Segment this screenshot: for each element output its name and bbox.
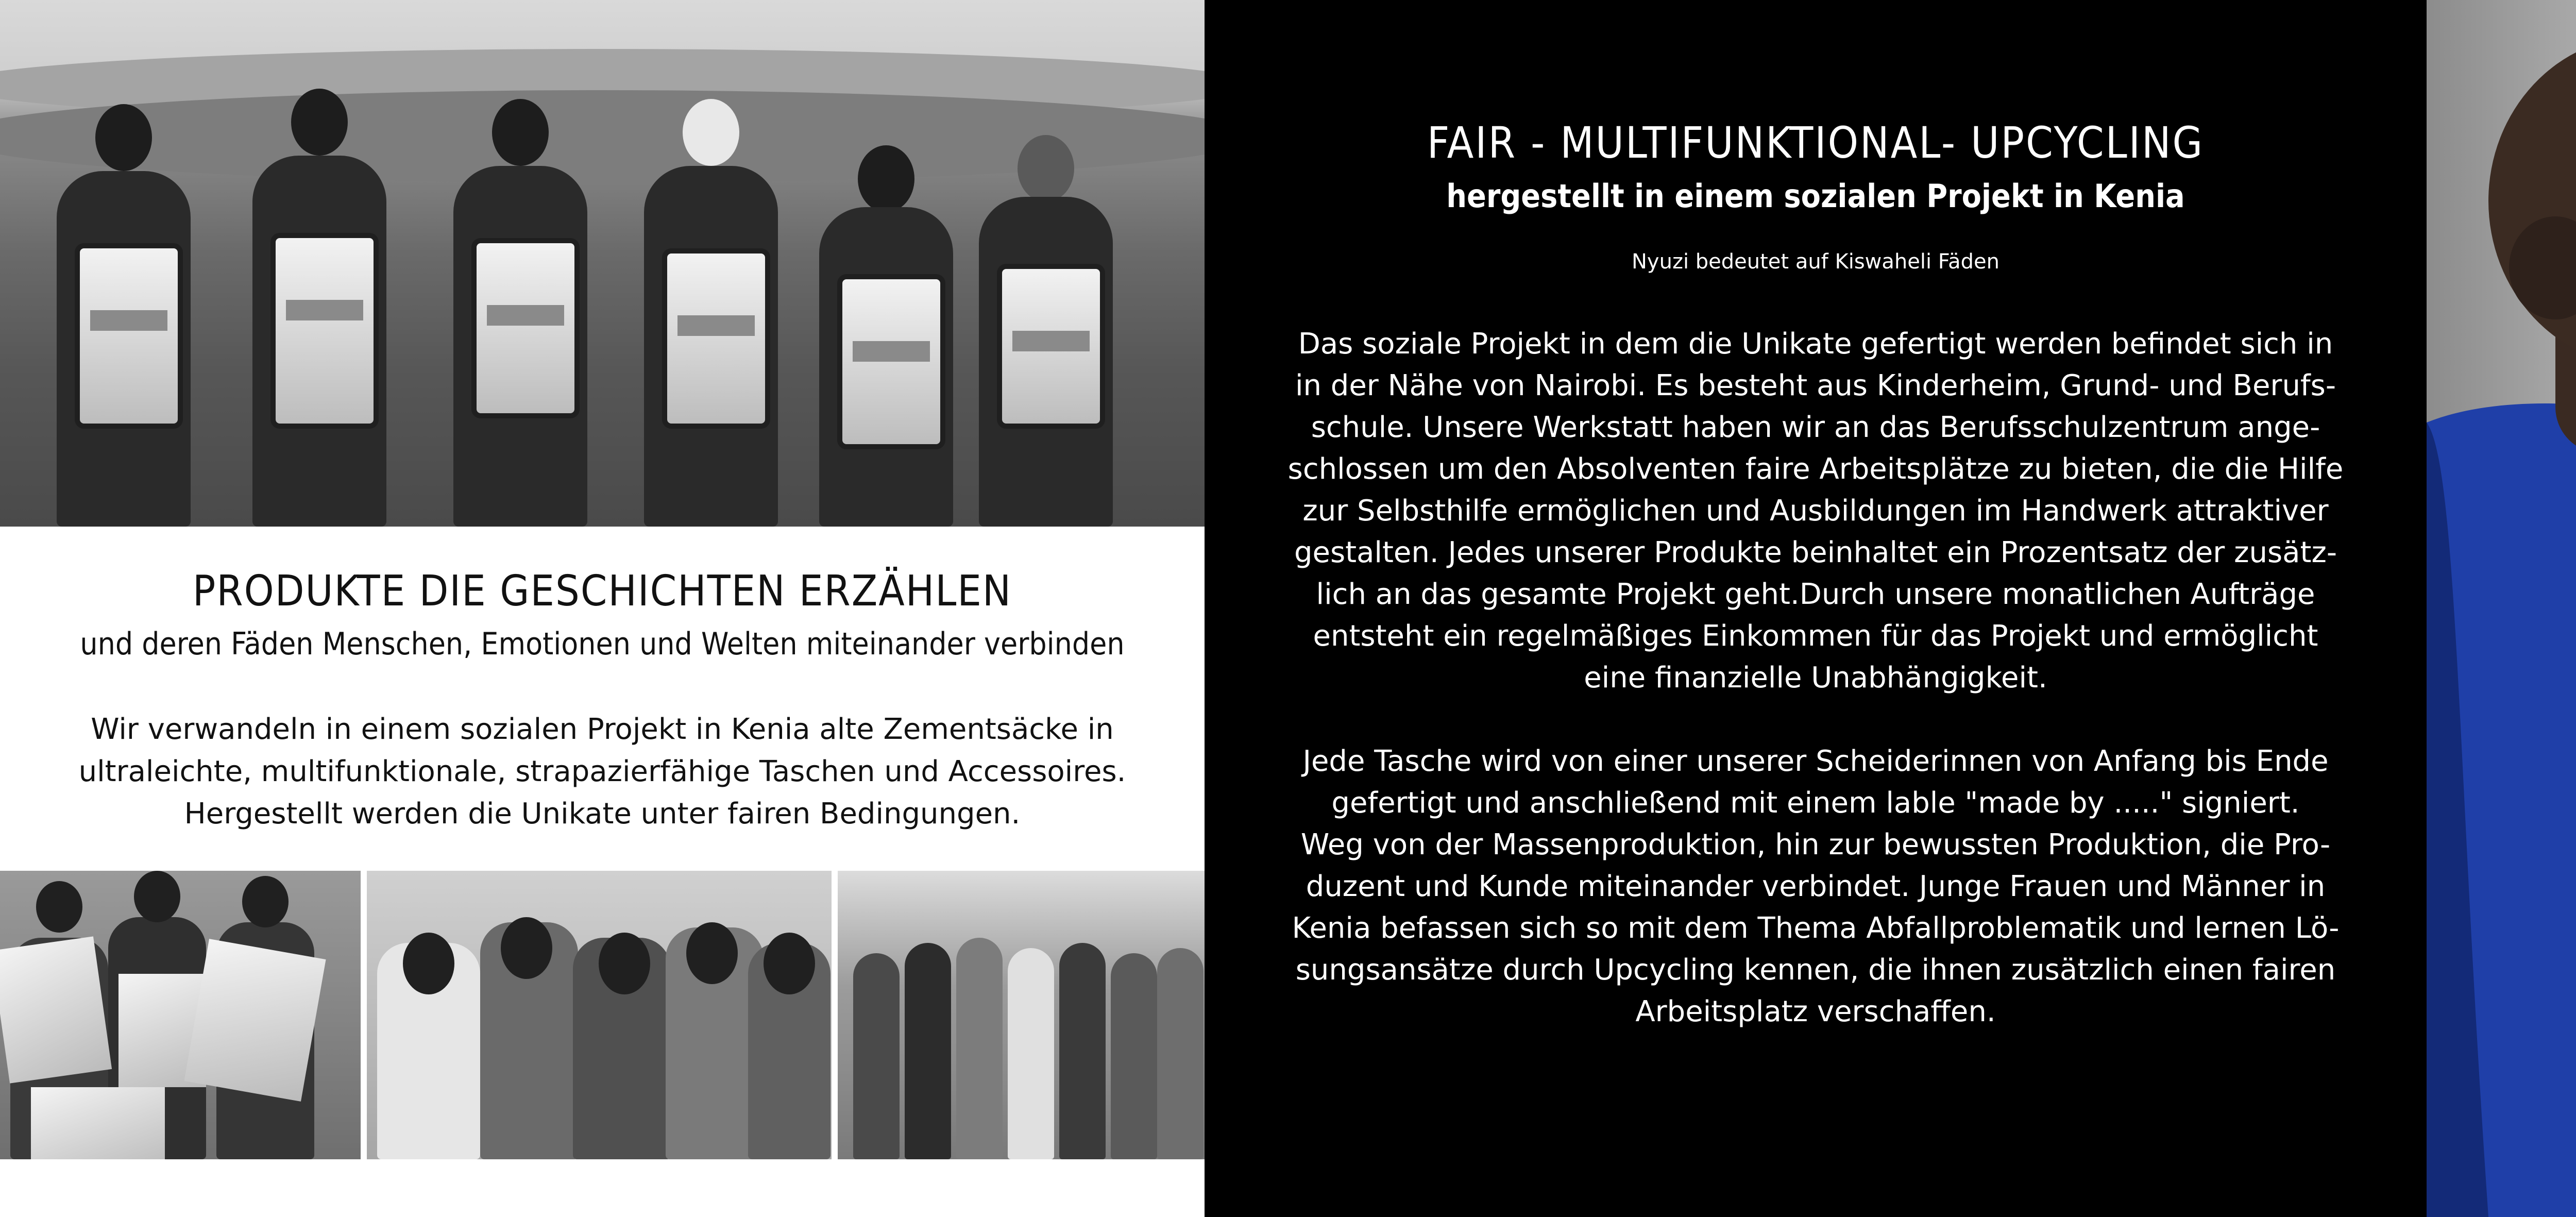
woman-backpack-illustration — [2427, 0, 2576, 1217]
person-with-backpack — [969, 135, 1123, 527]
left-subheading: und deren Fäden Menschen, Emotionen und Welten miteinander verbinden — [80, 626, 1125, 662]
person-with-backpack — [634, 99, 788, 527]
left-panel — [0, 0, 1205, 1217]
person-with-backpack — [242, 89, 397, 527]
middle-heading: FAIR - MULTIFUNKTIONAL- UPCYCLING — [1427, 117, 2205, 168]
middle-subheading: hergestellt in einem sozialen Projekt in Kenia — [1446, 177, 2185, 215]
left-text-block — [0, 567, 1205, 835]
workshop-group-photo — [367, 871, 832, 1159]
women-holding-bags-photo — [0, 871, 361, 1159]
person-with-backpack — [443, 99, 598, 527]
left-heading: PRODUKTE DIE GESCHICHTEN ERZÄHLEN — [192, 567, 1012, 616]
middle-panel — [1205, 0, 2427, 1217]
person-with-backpack — [809, 145, 963, 527]
middle-paragraph-1: Das soziale Projekt in dem die Unikate gefertigt werden befindet sich in in der Nähe von Nairobi. Es besteht aus Kinderheim, Grund- und Berufs- schule. Unsere Werkstatt haben wir an das Berufsschulzentrum ange- schlossen um den Absolventen faire Arbeitsplätze zu bieten, die die Hilfe zur Selbsthilfe ermöglichen und Ausbildungen im Handwerk attraktiver gestalten. Jedes unserer Produkte beinhaltet ein Prozentsatz der zusätz- lich an das gesamte Projekt geht.Durch unsere monatlichen Aufträge entsteht ein regelmäßiges Einkommen für das Projekt und ermöglicht eine finanzielle Unabhängigkeit. — [1287, 327, 2344, 695]
middle-note: Nyuzi bedeutet auf Kiswaheli Fäden — [1632, 250, 1999, 274]
left-paragraph: Wir verwandeln in einem sozialen Projekt in Kenia alte Zementsäcke in ultraleichte, multifunktionale, strapazierfähige Taschen und Accessoires. Hergestellt werden die Unikate unter fairen Bedingungen. — [78, 713, 1126, 831]
women-backpacks-landscape-photo — [0, 0, 1205, 527]
outdoor-group-photo — [838, 871, 1205, 1159]
woman-backpack-photo — [2427, 0, 2576, 1217]
middle-paragraph-2: Jede Tasche wird von einer unserer Scheiderinnen von Anfang bis Ende gefertigt und anschließend mit einem lable "made by ....." signiert. Weg von der Massenproduktion, hin zur bewussten Produktion, die Pro- duzent und Kunde miteinander verbindet. Junge Frauen und Männer in Kenia befassen sich so mit dem Thema Abfallproblematik und lernen Lö- sungsansätze durch Upcycling kennen, die ihnen zusätzlich einen fairen Arbeitsplatz verschaffen. — [1292, 745, 2340, 1028]
person-with-backpack — [46, 104, 201, 527]
